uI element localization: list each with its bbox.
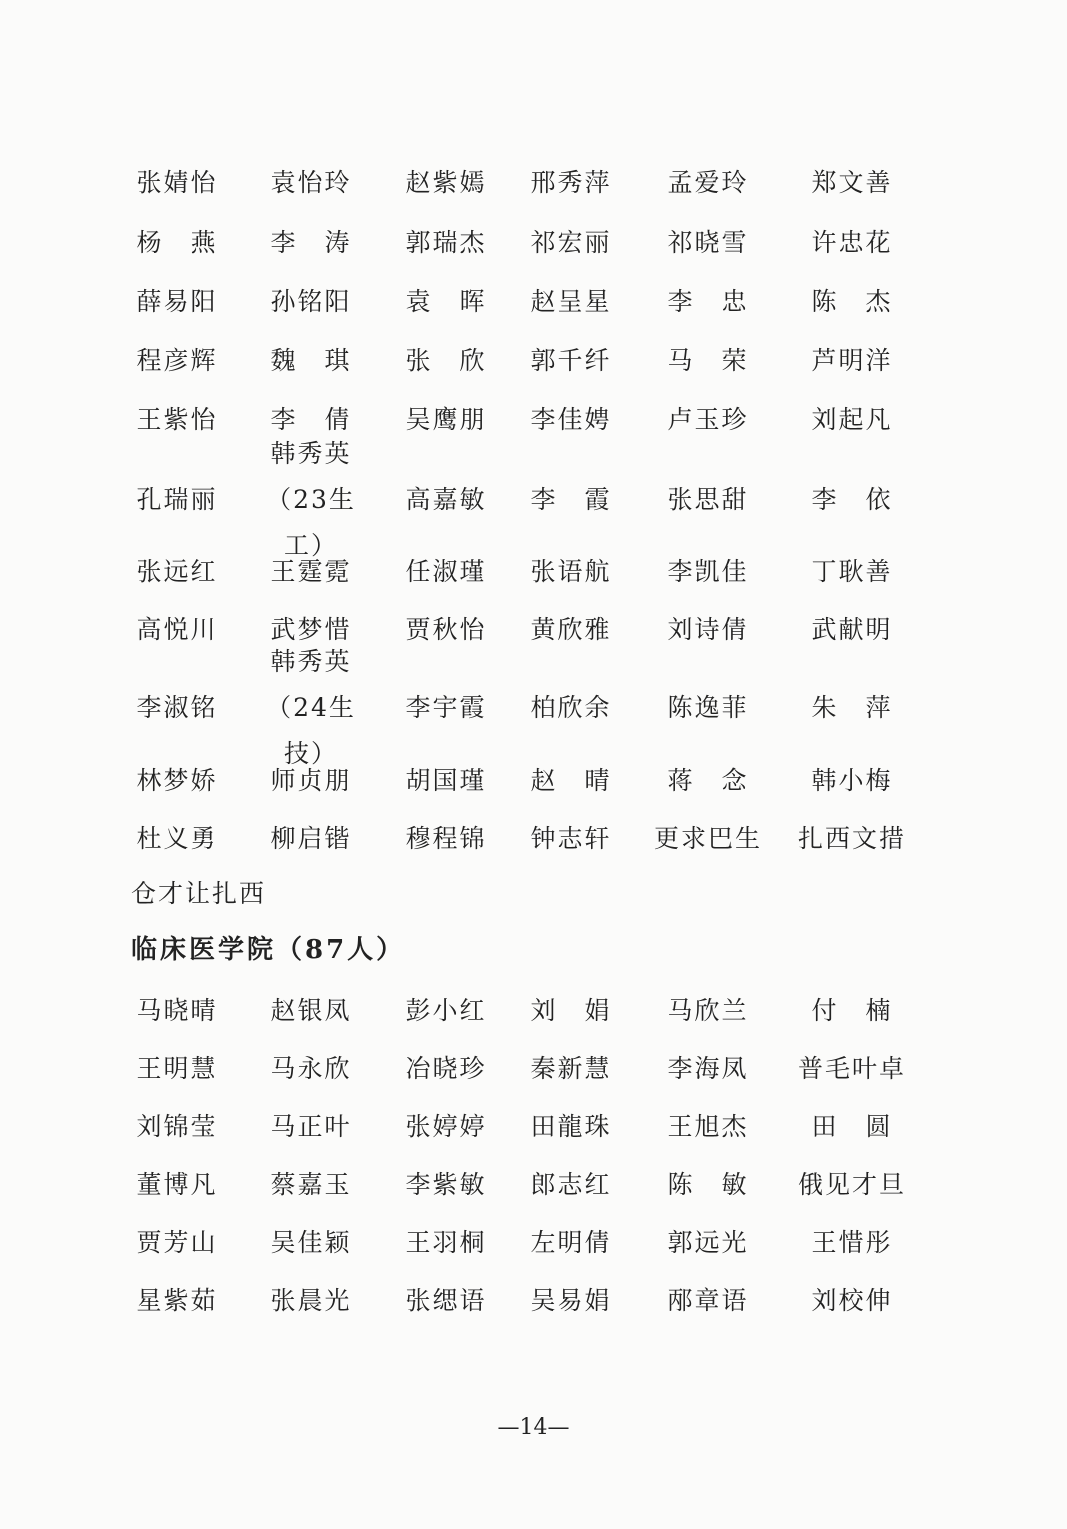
name-cell: 张缌语 — [405, 1286, 487, 1315]
name-cell: 柳启锴 — [270, 824, 352, 853]
name-cell: 吴佳颖 — [270, 1228, 352, 1257]
name-cell: 马欣兰 — [667, 996, 749, 1025]
name-cell: 赵呈星 — [530, 287, 612, 316]
name-cell: 祁晓雪 — [667, 228, 749, 257]
name-cell: 蔡嘉玉 — [270, 1170, 352, 1199]
name-cell: 黄欣雅 — [530, 615, 612, 644]
name-cell: 李海凤 — [667, 1054, 749, 1083]
name-cell: 丁耿善 — [811, 557, 893, 586]
section-heading-clinical-medicine: 临床医学院（87人） — [131, 935, 406, 965]
name-cell: 李佳娉 — [530, 405, 612, 434]
page-number: —14— — [497, 1415, 570, 1440]
name-cell: 陈逸菲 — [667, 693, 749, 722]
name-cell: 彭小红 — [405, 996, 487, 1025]
name-cell: 赵银凤 — [270, 996, 352, 1025]
name-cell: 张远红 — [136, 557, 218, 586]
name-cell: 李宇霞 — [405, 693, 487, 722]
name-cell: 郭远光 — [667, 1228, 749, 1257]
name-cell: 王明慧 — [136, 1054, 218, 1083]
name-cell: 师贞朋 — [270, 766, 352, 795]
name-cell: 李凯佳 — [667, 557, 749, 586]
name-cell: 芦明洋 — [811, 346, 893, 375]
name-cell: 韩秀英（24生技） — [266, 647, 356, 768]
name-row — [110, 549, 950, 595]
name-cell: 普毛叶卓 — [797, 1054, 906, 1083]
name-cell: 穆程锦 — [405, 824, 487, 853]
name-cell: 马永欣 — [270, 1054, 352, 1083]
name-cell: 星紫茹 — [136, 1286, 218, 1315]
name-cell: 刘校伸 — [811, 1286, 893, 1315]
name-cell: 林梦娇 — [136, 766, 218, 795]
name-cell: 高悦川 — [136, 615, 218, 644]
name-cell: 袁怡玲 — [270, 168, 352, 197]
name-cell: 郑文善 — [811, 168, 893, 197]
name-cell: 陈 杰 — [811, 287, 893, 316]
name-cell: 更求巴生 — [653, 824, 762, 853]
name-row — [110, 1104, 950, 1150]
name-cell: 袁 晖 — [405, 287, 487, 316]
name-cell: 蒋 念 — [667, 766, 749, 795]
name-cell: 李 忠 — [667, 287, 749, 316]
name-cell: 孙铭阳 — [270, 287, 352, 316]
name-cell: 秦新慧 — [530, 1054, 612, 1083]
name-cell: 杨 燕 — [136, 228, 218, 257]
name-cell: 许忠花 — [811, 228, 893, 257]
name-cell: 郭千纤 — [530, 346, 612, 375]
name-cell: 刘 娟 — [530, 996, 612, 1025]
name-cell: 贾芳山 — [136, 1228, 218, 1257]
name-cell: 魏 琪 — [270, 346, 352, 375]
name-cell: 祁宏丽 — [530, 228, 612, 257]
name-cell: 李 倩 — [270, 405, 352, 434]
name-row — [110, 816, 950, 862]
name-cell: 刘锦莹 — [136, 1112, 218, 1141]
name-cell: 扎西文措 — [797, 824, 906, 853]
name-cell: 冶晓珍 — [405, 1054, 487, 1083]
name-cell: 柏欣余 — [530, 693, 612, 722]
name-cell: 薛易阳 — [136, 287, 218, 316]
name-cell: 郭瑞杰 — [405, 228, 487, 257]
name-row — [110, 1046, 950, 1092]
name-row — [110, 607, 950, 653]
name-cell: 张语航 — [530, 557, 612, 586]
name-cell: 李 霞 — [530, 485, 612, 514]
name-row — [110, 439, 950, 560]
name-cell: 赵紫嫣 — [405, 168, 487, 197]
name-cell: 付 楠 — [811, 996, 893, 1025]
name-cell: 孟爱玲 — [667, 168, 749, 197]
name-row — [110, 1278, 950, 1324]
name-cell: 马晓晴 — [136, 996, 218, 1025]
name-cell: 王紫怡 — [136, 405, 218, 434]
name-cell: 邢秀萍 — [530, 168, 612, 197]
name-cell: 邴章语 — [667, 1286, 749, 1315]
name-cell: 张婷婷 — [405, 1112, 487, 1141]
name-cell: 田 圆 — [811, 1112, 893, 1141]
name-cell: 韩秀英（23生工） — [266, 439, 356, 560]
name-row — [110, 1162, 950, 1208]
name-cell: 朱 萍 — [811, 693, 893, 722]
name-cell: 王旭杰 — [667, 1112, 749, 1141]
name-cell: 张晨光 — [270, 1286, 352, 1315]
name-row — [110, 160, 950, 206]
name-cell: 孔瑞丽 — [136, 485, 218, 514]
name-cell: 李淑铭 — [136, 693, 218, 722]
name-cell: 董博凡 — [136, 1170, 218, 1199]
name-list-trailing-line: 仓才让扎西 — [131, 879, 267, 908]
name-row — [110, 1220, 950, 1266]
name-row — [110, 338, 950, 384]
name-cell: 张 欣 — [405, 346, 487, 375]
name-cell: 李 涛 — [270, 228, 352, 257]
name-row — [110, 988, 950, 1034]
name-cell: 张思甜 — [667, 485, 749, 514]
name-row — [110, 758, 950, 804]
name-cell: 马 荣 — [667, 346, 749, 375]
name-cell: 赵 晴 — [530, 766, 612, 795]
name-cell: 任淑瑾 — [405, 557, 487, 586]
name-cell: 马正叶 — [270, 1112, 352, 1141]
name-cell: 左明倩 — [530, 1228, 612, 1257]
name-cell: 高嘉敏 — [405, 485, 487, 514]
name-cell: 张婧怡 — [136, 168, 218, 197]
name-cell: 卢玉珍 — [667, 405, 749, 434]
name-cell: 俄见才旦 — [797, 1170, 906, 1199]
name-cell: 王惜彤 — [811, 1228, 893, 1257]
name-row — [110, 279, 950, 325]
name-cell: 陈 敏 — [667, 1170, 749, 1199]
name-cell: 李紫敏 — [405, 1170, 487, 1199]
name-cell: 田龍珠 — [530, 1112, 612, 1141]
name-cell: 钟志轩 — [530, 824, 612, 853]
name-row — [110, 220, 950, 266]
name-cell: 杜义勇 — [136, 824, 218, 853]
name-cell: 刘起凡 — [811, 405, 893, 434]
name-cell: 胡国瑾 — [405, 766, 487, 795]
name-cell: 刘诗倩 — [667, 615, 749, 644]
name-cell: 王霆霓 — [270, 557, 352, 586]
name-cell: 程彦辉 — [136, 346, 218, 375]
name-cell: 王羽桐 — [405, 1228, 487, 1257]
name-cell: 武梦惜 — [270, 615, 352, 644]
name-cell: 韩小梅 — [811, 766, 893, 795]
name-cell: 李 依 — [811, 485, 893, 514]
name-cell: 郎志红 — [530, 1170, 612, 1199]
name-cell: 武献明 — [811, 615, 893, 644]
name-row — [110, 647, 950, 768]
name-row — [110, 397, 950, 443]
name-cell: 贾秋怡 — [405, 615, 487, 644]
name-cell: 吴易娟 — [530, 1286, 612, 1315]
name-cell: 吴鹰朋 — [405, 405, 487, 434]
